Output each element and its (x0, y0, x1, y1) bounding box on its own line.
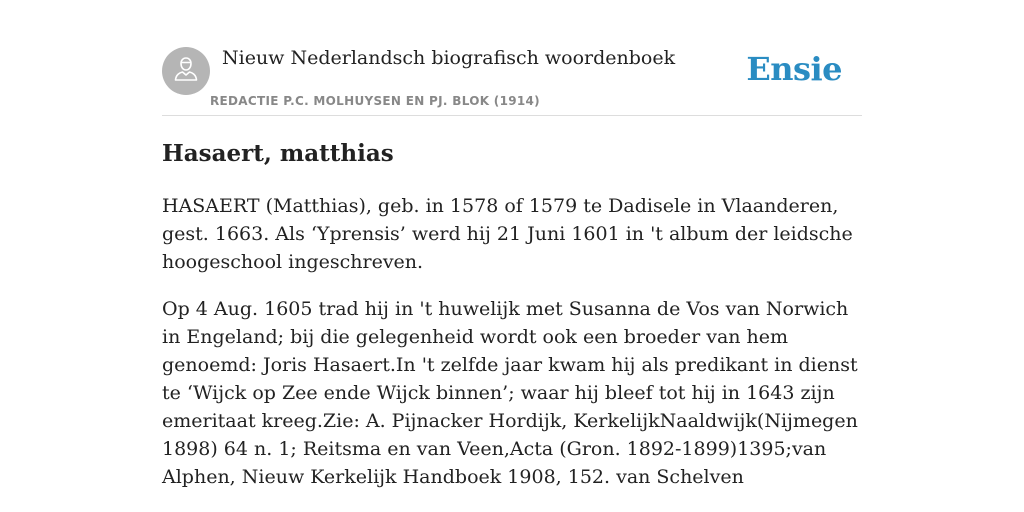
source-avatar[interactable] (162, 47, 210, 95)
source-title[interactable]: Nieuw Nederlandsch biografisch woordenboek (222, 47, 676, 69)
article-title: Hasaert, matthias (162, 140, 394, 167)
source-header (162, 40, 862, 116)
ensie-logo[interactable]: Ensie (746, 50, 842, 88)
article-paragraph: HASAERT (Matthias), geb. in 1578 of 1579 te Dadisele in Vlaanderen, gest. 1663. Als ‘Yprensis’ werd hij 21 Juni 1601 in 't album der leidsche hoogeschool ingeschreven. (162, 195, 853, 273)
article-paragraph: Op 4 Aug. 1605 trad hij in 't huwelijk met Susanna de Vos van Norwich in Engeland; bij die gelegenheid wordt ook een broeder van hem genoemd: Joris Hasaert.In 't zelfde jaar kwam hij als predikant in dienst te ‘Wijck op Zee ende Wijck binnen’; waar hij bleef tot hij in 1643 zijn emeritaat kreeg.Zie: A. Pijnacker Hordijk, KerkelijkNaaldwijk(Nijmegen 1898) 64 n. 1; Reitsma en van Veen,Acta (Gron. 1892-1899)1395;van Alphen, Nieuw Kerkelijk Handboek 1908, 152. van Schelven (162, 298, 858, 488)
user-icon (171, 54, 201, 88)
source-editors: REDACTIE P.C. MOLHUYSEN EN PJ. BLOK (1914) (210, 94, 540, 108)
